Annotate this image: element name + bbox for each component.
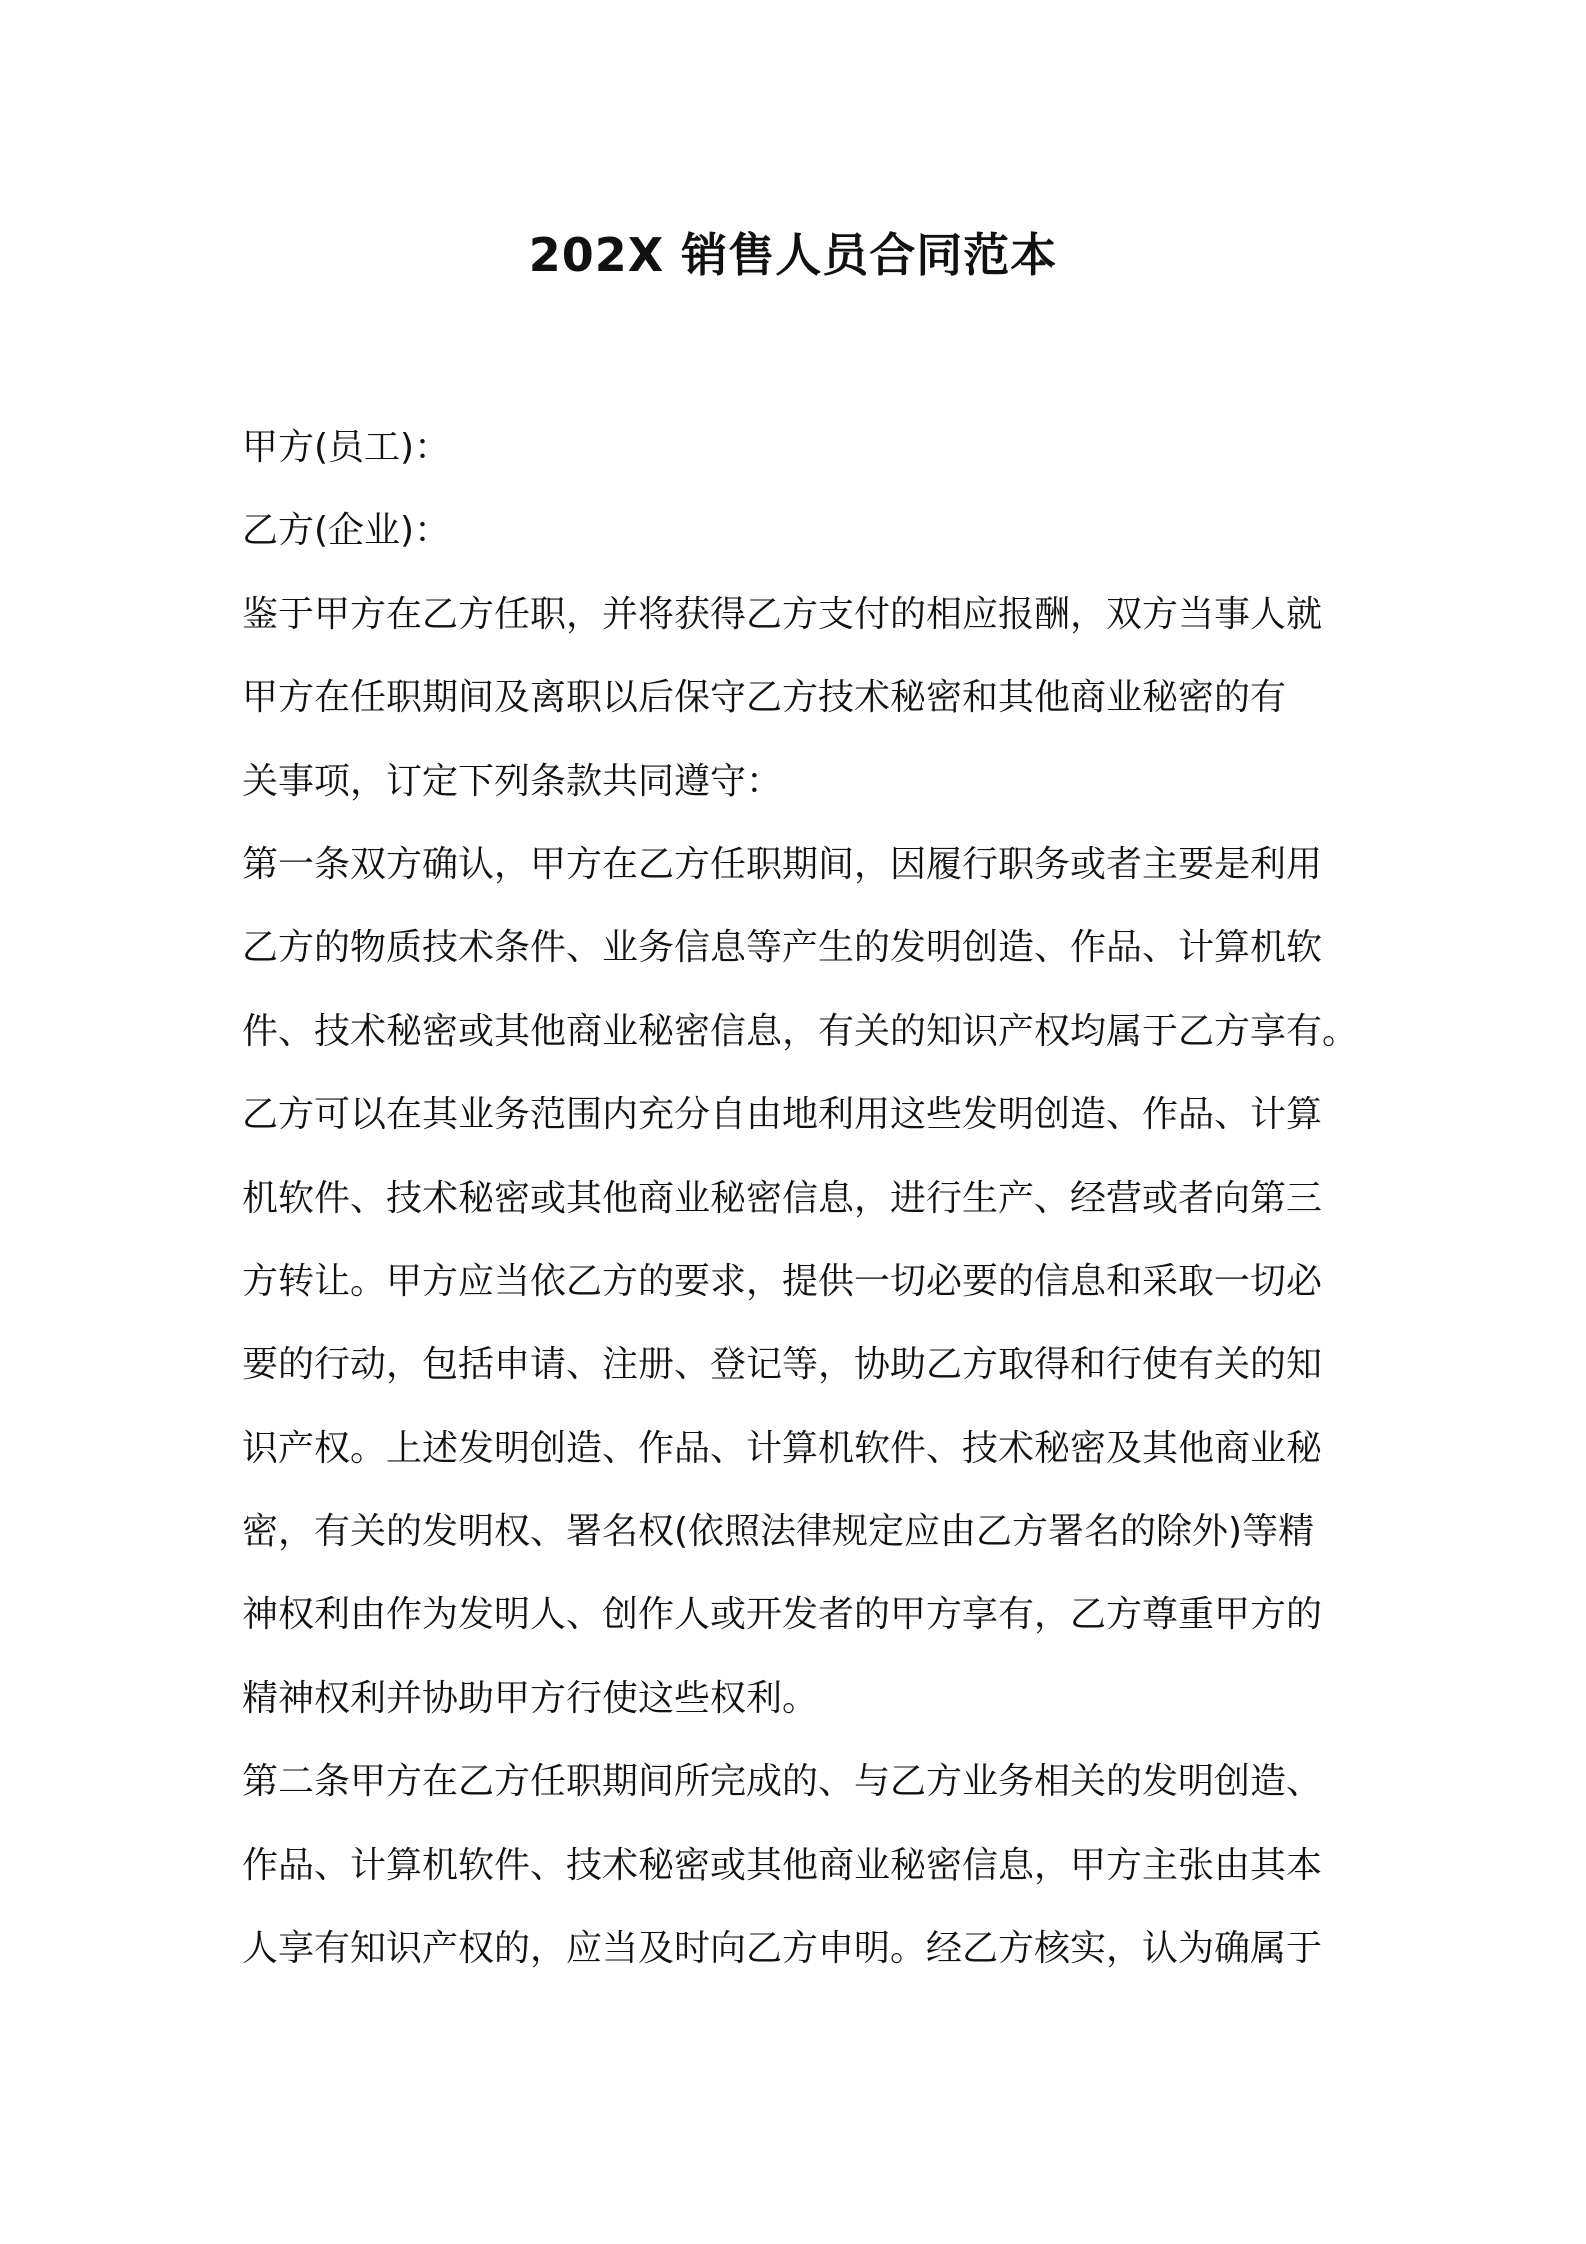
preamble-line: 关事项，订定下列条款共同遵守： xyxy=(242,760,783,802)
article-1-line: 神权利由作为发明人、创作人或开发者的甲方享有，乙方尊重甲方的 xyxy=(242,1594,1323,1636)
article-2-line: 第二条甲方在乙方任职期间所完成的、与乙方业务相关的发明创造、 xyxy=(242,1761,1323,1803)
article-1-line: 件、技术秘密或其他商业秘密信息，有关的知识产权均属于乙方享有。 xyxy=(242,1010,1359,1052)
article-1-line: 机软件、技术秘密或其他商业秘密信息，进行生产、经营或者向第三 xyxy=(242,1177,1323,1219)
article-1-line: 乙方可以在其业务范围内充分自由地利用这些发明创造、作品、计算 xyxy=(242,1094,1323,1136)
party-a-line: 甲方(员工)： xyxy=(242,427,451,468)
article-1-line: 乙方的物质技术条件、业务信息等产生的发明创造、作品、计算机软 xyxy=(242,927,1323,969)
preamble-line: 甲方在任职期间及离职以后保守乙方技术秘密和其他商业秘密的有 xyxy=(242,677,1287,719)
article-2-line: 作品、计算机软件、技术秘密或其他商业秘密信息，甲方主张由其本 xyxy=(242,1844,1323,1886)
article-1-line: 识产权。上述发明创造、作品、计算机软件、技术秘密及其他商业秘 xyxy=(242,1427,1323,1469)
article-1-line: 第一条双方确认，甲方在乙方任职期间，因履行职务或者主要是利用 xyxy=(242,843,1323,885)
document-title: 202X 销售人员合同范本 xyxy=(528,228,1058,282)
party-b-line: 乙方(企业)： xyxy=(242,510,451,552)
article-1-line: 要的行动，包括申请、注册、登记等，协助乙方取得和行使有关的知 xyxy=(242,1344,1323,1386)
document-body xyxy=(242,406,1359,1990)
article-1-line: 密，有关的发明权、署名权(依照法律规定应由乙方署名的除外)等精 xyxy=(242,1511,1315,1553)
article-1-line: 精神权利并协助甲方行使这些权利。 xyxy=(242,1677,819,1719)
preamble-line: 鉴于甲方在乙方任职，并将获得乙方支付的相应报酬，双方当事人就 xyxy=(242,593,1323,635)
article-2-line: 人享有知识产权的，应当及时向乙方申明。经乙方核实，认为确属于 xyxy=(242,1928,1323,1970)
article-1-line: 方转让。甲方应当依乙方的要求，提供一切必要的信息和采取一切必 xyxy=(242,1260,1323,1302)
